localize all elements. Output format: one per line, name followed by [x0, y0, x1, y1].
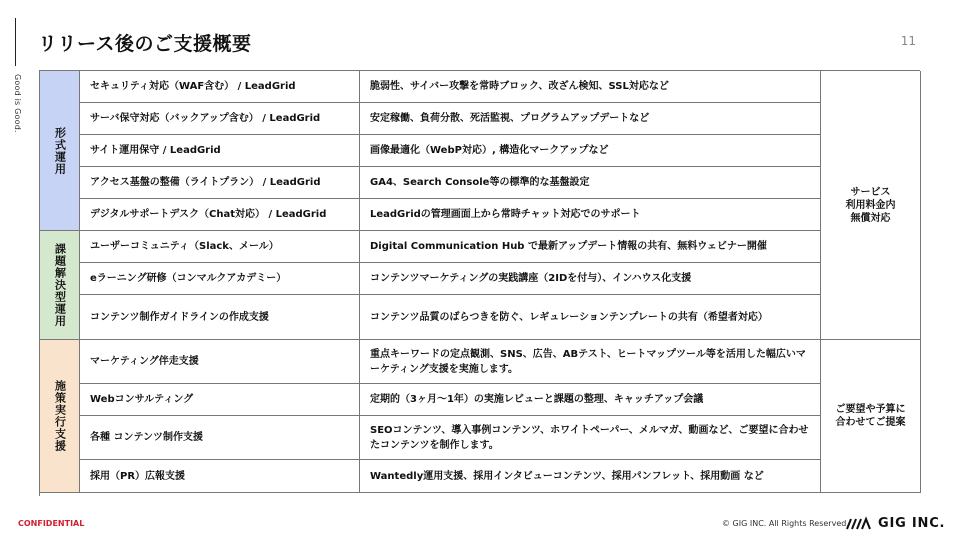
service-name-cell: eラーニング研修（コンマルクアカデミー） — [80, 263, 360, 295]
service-detail-cell: GA4、Search Console等の標準的な基盤設定 — [360, 167, 821, 199]
category-cell: 形式運用 — [40, 71, 80, 231]
page-title: リリース後のご支援概要 — [38, 33, 252, 55]
service-name-cell: 各種 コンテンツ制作支援 — [80, 416, 360, 460]
copyright-text: © GIG INC. All Rights Reserved. — [722, 519, 849, 528]
service-detail-cell: 安定稼働、負荷分散、死活監視、プログラムアップデートなど — [360, 103, 821, 135]
pricing-note: ご要望や予算に 合わせてご提案 — [821, 340, 921, 493]
side-tagline: Good is Good. — [13, 74, 22, 133]
category-cell: 課題解決型運用 — [40, 231, 80, 340]
logo-mark-icon — [846, 516, 872, 530]
service-detail-cell: 脆弱性、サイバー攻撃を常時ブロック、改ざん検知、SSL対応など — [360, 71, 821, 103]
service-name-cell: デジタルサポートデスク（Chat対応） / LeadGrid — [80, 199, 360, 231]
service-detail-cell: SEOコンテンツ、導入事例コンテンツ、ホワイトペーパー、メルマガ、動画など、ご要望に合わせたコンテンツを制作します。 — [360, 416, 821, 460]
service-name-cell: Webコンサルティング — [80, 384, 360, 416]
service-name-cell: サイト運用保守 / LeadGrid — [80, 135, 360, 167]
service-name-cell: ユーザーコミュニティ（Slack、メール） — [80, 231, 360, 263]
service-name-cell: アクセス基盤の整備（ライトプラン） / LeadGrid — [80, 167, 360, 199]
confidential-label: CONFIDENTIAL — [18, 519, 85, 528]
service-detail-cell: 画像最適化（WebP対応）, 構造化マークアップなど — [360, 135, 821, 167]
service-name-cell: マーケティング伴走支援 — [80, 340, 360, 384]
page-number: 11 — [900, 34, 916, 48]
service-detail-cell: 重点キーワードの定点観測、SNS、広告、ABテスト、ヒートマップツール等を活用した幅広いマーケティング支援を実施します。 — [360, 340, 821, 384]
service-detail-cell: 定期的（3ヶ月〜1年）の実施レビューと課題の整理、キャッチアップ会議 — [360, 384, 821, 416]
service-detail-cell: コンテンツ品質のばらつきを防ぐ、レギュレーションテンプレートの共有（希望者対応） — [360, 295, 821, 340]
service-name-cell: 採用（PR）広報支援 — [80, 460, 360, 493]
service-name-cell: コンテンツ制作ガイドラインの作成支援 — [80, 295, 360, 340]
header-accent-line — [15, 18, 16, 66]
pricing-note: サービス 利用料金内 無償対応 — [821, 71, 921, 340]
service-detail-cell: Digital Communication Hub で最新アップデート情報の共有、無料ウェビナー開催 — [360, 231, 821, 263]
service-name-cell: サーバ保守対応（バックアップ含む） / LeadGrid — [80, 103, 360, 135]
service-detail-cell: コンテンツマーケティングの実践講座（2IDを付与）、インハウス化支援 — [360, 263, 821, 295]
category-cell: 施策実行支援 — [40, 340, 80, 493]
service-name-cell: セキュリティ対応（WAF含む） / LeadGrid — [80, 71, 360, 103]
service-detail-cell: Wantedly運用支援、採用インタビューコンテンツ、採用パンフレット、採用動画 など — [360, 460, 821, 493]
logo-text: GIG INC. — [878, 515, 946, 531]
company-logo — [846, 514, 945, 532]
support-overview-table — [39, 70, 920, 496]
service-detail-cell: LeadGridの管理画面上から常時チャット対応でのサポート — [360, 199, 821, 231]
